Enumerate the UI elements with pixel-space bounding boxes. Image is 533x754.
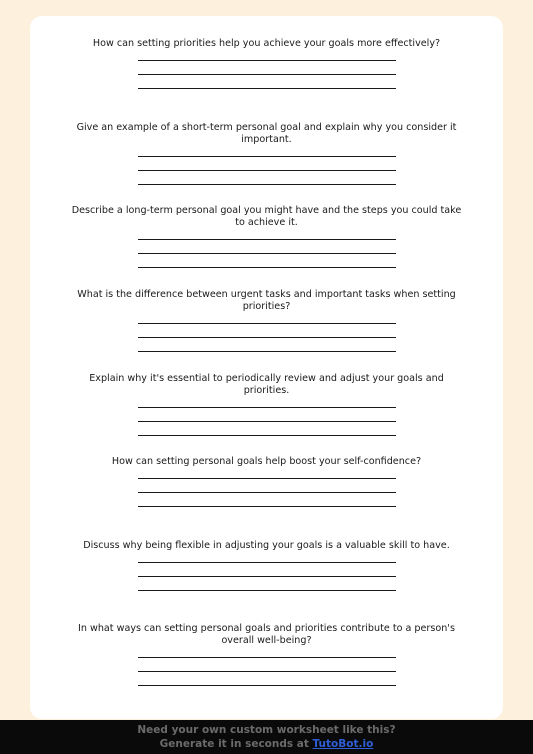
answer-line[interactable] xyxy=(138,323,396,324)
answer-line[interactable] xyxy=(138,562,396,563)
question-3 xyxy=(30,205,503,268)
answer-line[interactable] xyxy=(138,184,396,185)
answer-line[interactable] xyxy=(138,267,396,268)
question-7 xyxy=(30,540,503,591)
promo-footer xyxy=(0,720,533,754)
answer-line[interactable] xyxy=(138,506,396,507)
answer-line[interactable] xyxy=(138,60,396,61)
answer-line[interactable] xyxy=(138,351,396,352)
question-text: How can setting personal goals help boost your self-confidence? xyxy=(111,456,422,467)
answer-line[interactable] xyxy=(138,478,396,479)
question-8 xyxy=(30,623,503,686)
answer-line[interactable] xyxy=(138,337,396,338)
question-text: How can setting priorities help you achieve your goals more effectively? xyxy=(92,38,441,49)
answer-line[interactable] xyxy=(138,156,396,157)
question-text: Explain why it's essential to periodically review and adjust your goals and priorities. xyxy=(89,373,444,396)
question-text: In what ways can setting personal goals and priorities contribute to a person's overall well-being? xyxy=(78,623,455,646)
tutobot-link[interactable]: TutoBot.io xyxy=(312,738,374,750)
answer-line[interactable] xyxy=(138,88,396,89)
answer-line[interactable] xyxy=(138,253,396,254)
answer-line[interactable] xyxy=(138,435,396,436)
answer-line[interactable] xyxy=(138,407,396,408)
answer-line[interactable] xyxy=(138,492,396,493)
answer-line[interactable] xyxy=(138,74,396,75)
promo-subline xyxy=(0,738,533,751)
question-text: Describe a long-term personal goal you might have and the steps you could take to achieve it. xyxy=(71,205,462,228)
answer-line[interactable] xyxy=(138,239,396,240)
answer-line[interactable] xyxy=(138,170,396,171)
answer-line[interactable] xyxy=(138,590,396,591)
answer-line[interactable] xyxy=(138,576,396,577)
answer-line[interactable] xyxy=(138,685,396,686)
worksheet-sheet xyxy=(30,16,503,719)
answer-line[interactable] xyxy=(138,657,396,658)
question-2 xyxy=(30,122,503,185)
question-4 xyxy=(30,289,503,352)
promo-subline-text: Generate it in seconds at xyxy=(159,738,313,750)
question-text: What is the difference between urgent tasks and important tasks when setting priorities? xyxy=(77,289,456,312)
question-text: Discuss why being flexible in adjusting your goals is a valuable skill to have. xyxy=(83,540,450,551)
question-5 xyxy=(30,373,503,436)
answer-line[interactable] xyxy=(138,421,396,422)
question-1 xyxy=(30,38,503,89)
answer-line[interactable] xyxy=(138,671,396,672)
promo-headline: Need your own custom worksheet like this? xyxy=(137,724,396,736)
question-text: Give an example of a short-term personal goal and explain why you consider it important. xyxy=(76,122,457,145)
question-6 xyxy=(30,456,503,507)
